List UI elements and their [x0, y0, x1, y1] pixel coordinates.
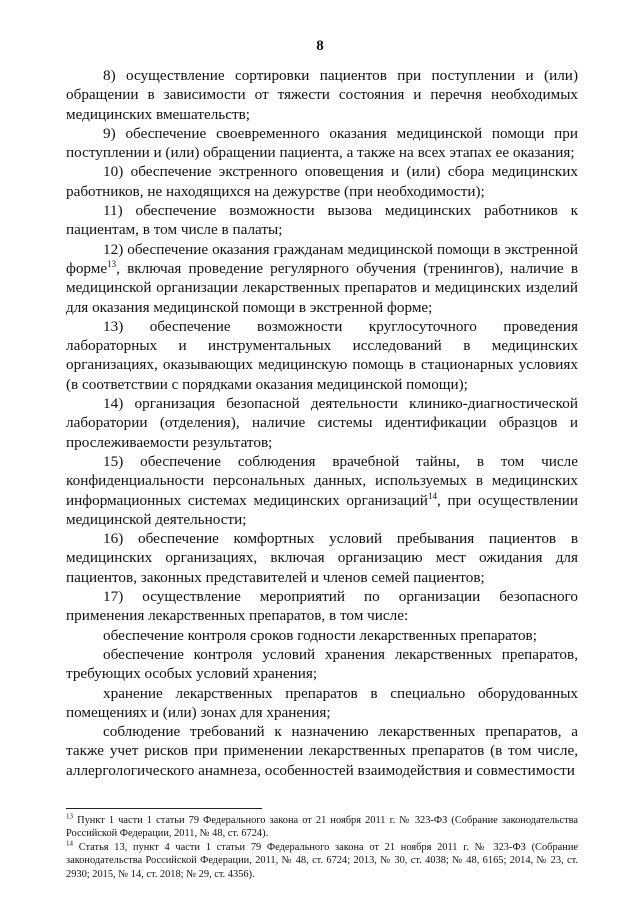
paragraph-text: 12) обеспечение оказания гражданам медицинской помощи в экстренной форме — [66, 240, 578, 277]
footnote-marker: 13 — [66, 812, 73, 821]
footnote-text: Статья 13, пункт 4 части 1 статьи 79 Федерального закона от 21 ноября 2011 г. № 323-ФЗ (Собрание законодательства Российской Федерации, 2011, № 48, ст. 6724; 2013, № 30, ст. 4038; № 48, 6165; 2014, № 23, ст. 2930; 2015, № 14, ст. 2018; № 29, ст. 4356). — [66, 841, 578, 880]
footnote-divider — [66, 808, 262, 809]
footnote-item — [66, 814, 578, 841]
paragraph-item-8: 8) осуществление сортировки пациентов при поступлении и (или) обращении в зависимости от тяжести состояния и перечня необходимых медицинских вмешательств; — [66, 67, 578, 123]
document-body — [66, 66, 578, 780]
sub-paragraph: обеспечение контроля сроков годности лекарственных препаратов; — [103, 626, 537, 644]
paragraph-item-12 — [66, 240, 578, 317]
sub-paragraph: соблюдение требований к назначению лекарственных препаратов, а также учет рисков при применении лекарственных препаратов (в том числе, аллергологического анамнеза, особенностей взаимодействия и совместимости — [66, 723, 578, 779]
paragraph-item-11: 11) обеспечение возможности вызова медицинских работников к пациентам, в том числе в палаты; — [66, 202, 578, 239]
paragraph-item-13: 13) обеспечение возможности круглосуточного проведения лабораторных и инструментальных исследований в медицинских организациях, оказывающих медицинскую помощь в стационарных условиях (в соответствии с порядками оказания медицинской помощи); — [66, 317, 578, 393]
paragraph-item-10: 10) обеспечение экстренного оповещения и (или) сбора медицинских работников, не находящихся на дежурстве (при необходимости); — [66, 163, 578, 200]
sub-paragraph: обеспечение контроля условий хранения лекарственных препаратов, требующих особых условий хранения; — [66, 645, 578, 683]
footnote-marker: 14 — [66, 839, 73, 848]
footnote-reference: 14 — [427, 490, 437, 501]
paragraph-item-16: 16) обеспечение комфортных условий пребывания пациентов в медицинских организациях, включая организацию мест ожидания для пациентов, законных представителей и членов семей пациентов; — [66, 530, 578, 586]
paragraph-item-15 — [66, 452, 578, 529]
page-number: 8 — [316, 38, 324, 54]
paragraph-text: , включая проведение регулярного обучения (тренингов), наличие в медицинской организации лекарственных препаратов и медицинских изделий для оказания медицинской помощи в экстренной форме; — [66, 259, 578, 316]
sub-paragraph: хранение лекарственных препаратов в специально оборудованных помещениях и (или) зонах для хранения; — [66, 684, 578, 721]
footnote-item — [66, 841, 578, 881]
paragraph-text: 15) обеспечение соблюдения врачебной тайны, в том числе конфиденциальности персональных данных, используемых в медицинских информационных системах медицинских организаций — [66, 452, 578, 509]
footnote-text: Пункт 1 части 1 статьи 79 Федерального закона от 21 ноября 2011 г. № 323-ФЗ (Собрание законодательства Российской Федерации, 2011, № 48, ст. 6724). — [66, 815, 578, 840]
paragraph-item-17: 17) осуществление мероприятий по организации безопасного применения лекарственных препаратов, в том числе: — [66, 588, 578, 625]
paragraph-item-9: 9) обеспечение своевременного оказания медицинской помощи при поступлении и (или) обращении пациента, а также на всех этапах ее оказания; — [66, 124, 578, 162]
footnotes — [66, 814, 578, 881]
footnote-reference: 13 — [107, 258, 117, 269]
paragraph-item-14: 14) организация безопасной деятельности клинико-диагностической лаборатории (отделения), наличие системы идентификации образцов и прослеживаемости результатов; — [66, 395, 578, 451]
paragraph-text: , при осуществлении медицинской деятельности; — [66, 491, 578, 528]
